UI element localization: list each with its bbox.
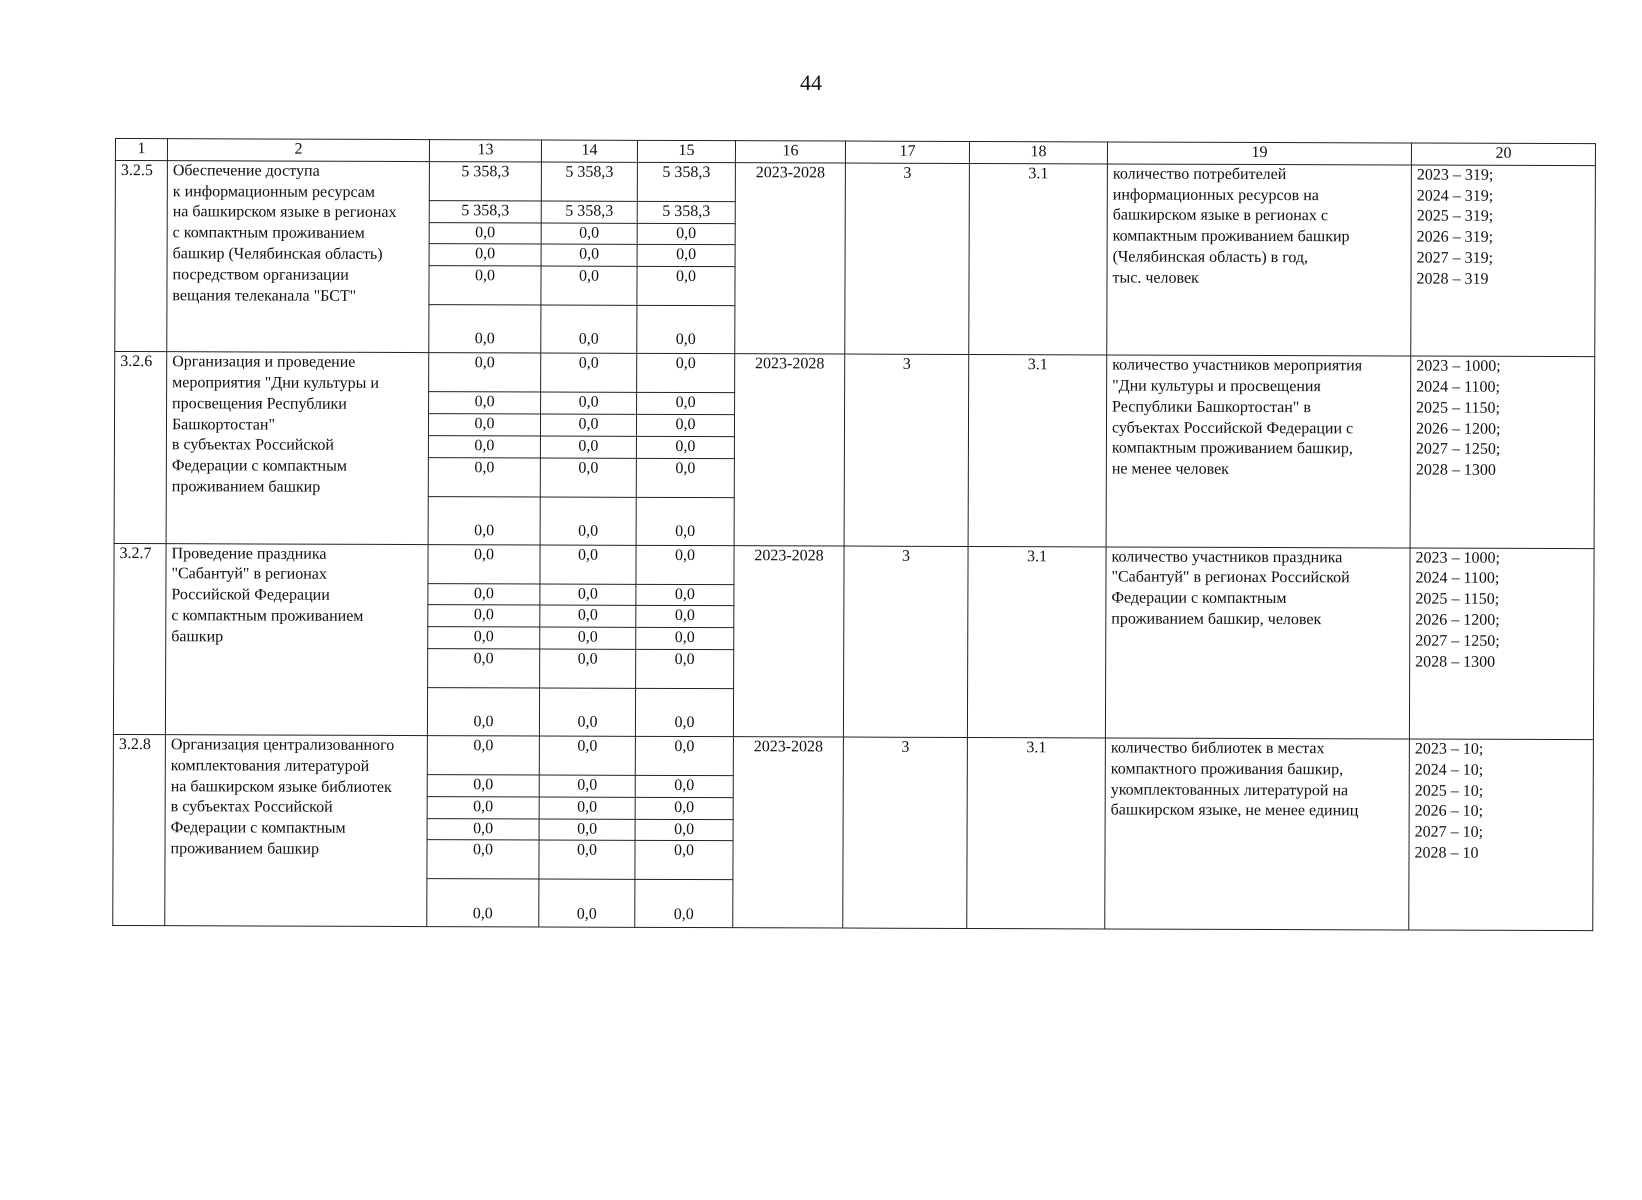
indicator-line: информационных ресурсов на [1112, 186, 1319, 204]
target-line: 2026 – 1200; [1415, 420, 1501, 438]
col17-value: 3 [843, 546, 968, 738]
value-cell: 0,0 [428, 496, 540, 544]
indicator-line: "Сабантуй" в регионах Российской [1111, 568, 1350, 587]
value-cell: 0,0 [539, 797, 635, 819]
value-cell: 0,0 [539, 736, 635, 775]
target-line: 2027 – 319; [1416, 249, 1494, 267]
row-name-line: проживанием башкир [171, 478, 321, 496]
indicator-line: укомплектованных литературой на [1110, 781, 1349, 799]
period: 2023-2028 [734, 354, 845, 546]
value-cell: 0,0 [637, 223, 735, 245]
value-cell: 0,0 [429, 244, 541, 266]
target-line: 2027 – 1250; [1415, 632, 1500, 650]
value-cell: 0,0 [428, 544, 540, 583]
value-cell: 0,0 [636, 497, 734, 545]
value-cell: 0,0 [636, 436, 734, 458]
value-cell: 0,0 [637, 306, 735, 354]
row-name-line: Федерации с компактным [171, 457, 347, 475]
row-name-line: вещания телеканала "БСТ" [172, 286, 357, 305]
period: 2023-2028 [733, 737, 844, 929]
value-cell: 5 358,3 [637, 162, 735, 201]
indicator-line: Республики Башкортостан" в [1112, 398, 1311, 416]
value-cell: 0,0 [637, 354, 735, 393]
row-name-line: Проведение праздника [171, 544, 327, 563]
value-cell: 0,0 [635, 880, 733, 928]
table-row [113, 734, 1593, 778]
row-name-line: Обеспечение доступа [172, 161, 320, 180]
col17-value: 3 [843, 737, 968, 929]
target-values [1409, 548, 1594, 740]
target-line: 2026 – 10; [1414, 802, 1484, 821]
target-line: 2023 – 1000; [1416, 357, 1501, 376]
value-cell: 0,0 [636, 414, 734, 436]
value-cell: 0,0 [540, 436, 636, 458]
header-cell: 14 [541, 140, 637, 162]
indicator-line: "Дни культуры и просвещения [1112, 377, 1321, 396]
value-cell: 0,0 [429, 305, 541, 353]
table-row [114, 543, 1594, 587]
period: 2023-2028 [733, 545, 844, 737]
row-name [165, 543, 428, 735]
col17-value: 3 [844, 354, 969, 546]
row-name-line: в субъектах Российской [171, 436, 335, 455]
row-name-line: башкир (Челябинская область) [172, 245, 383, 263]
row-name-line: Российской Федерации [171, 586, 330, 604]
header-cell: 16 [735, 141, 845, 163]
row-name-line: башкир [171, 627, 224, 646]
row-code: 3.2.8 [113, 734, 166, 926]
value-cell: 0,0 [540, 584, 636, 606]
indicator-line: компактного проживания башкир, [1110, 760, 1344, 779]
indicator-line: башкирском языке, не менее единиц [1110, 801, 1359, 820]
value-cell: 0,0 [427, 736, 539, 775]
col18-value: 3.1 [969, 163, 1108, 355]
target-line: 2023 – 10; [1414, 740, 1484, 758]
value-cell: 0,0 [427, 840, 539, 879]
value-cell: 0,0 [541, 244, 637, 266]
row-name-line: Башкортостан" [171, 415, 276, 434]
row-name-line: с компактным проживанием [171, 607, 364, 625]
value-cell: 0,0 [427, 688, 539, 736]
value-cell: 0,0 [635, 841, 733, 880]
row-name-line: на башкирском языке в регионах [172, 203, 397, 222]
value-cell: 0,0 [539, 879, 635, 927]
value-cell: 0,0 [428, 649, 540, 688]
value-cell: 0,0 [540, 497, 636, 545]
row-name-line: в субъектах Российской [170, 798, 333, 817]
target-line: 2027 – 10; [1414, 823, 1484, 841]
value-cell: 0,0 [427, 775, 539, 797]
value-cell: 0,0 [636, 584, 734, 606]
header-cell: 19 [1107, 142, 1411, 165]
target-line: 2023 – 1000; [1415, 549, 1501, 567]
value-cell: 0,0 [428, 435, 540, 457]
header-cell: 13 [429, 140, 541, 162]
target-line: 2025 – 10; [1414, 782, 1484, 800]
target-values [1409, 739, 1594, 931]
target-line: 2026 – 319; [1416, 228, 1494, 246]
col18-value: 3.1 [967, 737, 1106, 929]
indicator-line: компактным проживанием башкир, [1111, 439, 1353, 458]
value-cell: 0,0 [540, 414, 636, 436]
value-cell: 0,0 [541, 266, 637, 305]
target-line: 2024 – 1100; [1416, 378, 1501, 396]
target-line: 2028 – 10 [1414, 844, 1479, 862]
value-cell: 0,0 [427, 818, 539, 840]
value-cell: 0,0 [540, 545, 636, 584]
indicator [1105, 738, 1410, 930]
header-cell: 1 [115, 139, 167, 161]
value-cell: 0,0 [637, 393, 735, 415]
target-line: 2026 – 1200; [1415, 611, 1500, 629]
value-cell: 0,0 [541, 392, 637, 414]
target-line: 2028 – 1300 [1415, 461, 1496, 479]
value-cell: 0,0 [540, 649, 636, 688]
value-cell: 0,0 [539, 840, 635, 879]
value-cell: 5 358,3 [429, 200, 541, 222]
table-row [115, 352, 1595, 396]
indicator-line: проживанием башкир, человек [1111, 610, 1322, 629]
target-line: 2027 – 1250; [1415, 440, 1501, 459]
value-cell: 0,0 [636, 606, 734, 628]
value-cell: 0,0 [428, 583, 540, 605]
row-code: 3.2.7 [113, 543, 166, 735]
row-code: 3.2.6 [114, 352, 167, 544]
value-cell: 0,0 [541, 305, 637, 353]
target-values [1410, 356, 1595, 548]
header-cell: 20 [1411, 143, 1595, 165]
value-cell: 0,0 [429, 353, 541, 392]
row-name-line: посредством организации [172, 265, 349, 284]
target-line: 2025 – 1150; [1415, 590, 1500, 609]
row-name-line: проживанием башкир [170, 840, 320, 858]
col18-value: 3.1 [967, 546, 1106, 738]
row-code: 3.2.5 [115, 160, 168, 352]
row-name-line: Федерации с компактным [170, 819, 346, 837]
row-name-line: Организация централизованного [170, 736, 395, 754]
target-line: 2025 – 1150; [1416, 399, 1500, 417]
row-name-line: "Сабантуй" в регионах [171, 565, 327, 584]
row-name [165, 735, 428, 927]
value-cell: 0,0 [636, 545, 734, 584]
row-name-line: к информационным ресурсам [172, 182, 376, 201]
value-cell: 0,0 [635, 797, 733, 819]
indicator-line: тыс. человек [1112, 269, 1199, 287]
header-cell: 2 [167, 139, 429, 162]
row-name-line: комплектования литературой [170, 756, 370, 775]
value-cell: 0,0 [428, 627, 540, 649]
value-cell: 0,0 [635, 775, 733, 797]
indicator-line: не менее человек [1111, 460, 1230, 479]
value-cell: 0,0 [540, 627, 636, 649]
value-cell: 0,0 [541, 223, 637, 245]
value-cell: 0,0 [636, 458, 734, 497]
page-number: 44 [800, 70, 822, 95]
indicator-line: (Челябинская область) в год, [1112, 248, 1309, 267]
indicator-line: Федерации с компактным [1111, 589, 1287, 608]
row-name [167, 160, 430, 352]
target-line: 2028 – 1300 [1415, 653, 1496, 671]
value-cell: 0,0 [635, 688, 733, 736]
program-table [112, 138, 1596, 932]
indicator-line: компактным проживанием башкир [1112, 227, 1350, 246]
col18-value: 3.1 [968, 355, 1107, 547]
indicator [1107, 164, 1412, 356]
value-cell: 0,0 [427, 879, 539, 927]
value-cell: 0,0 [539, 688, 635, 736]
target-line: 2023 – 319; [1416, 166, 1494, 184]
header-cell: 18 [969, 141, 1107, 163]
row-name-line: на башкирском языке библиотек [170, 777, 392, 796]
target-line: 2024 – 1100; [1415, 569, 1500, 588]
value-cell: 5 358,3 [637, 201, 735, 223]
indicator-line: количество потребителей [1112, 165, 1287, 183]
value-cell: 0,0 [428, 605, 540, 627]
value-cell: 0,0 [428, 414, 540, 436]
value-cell: 0,0 [637, 267, 735, 306]
value-cell: 0,0 [429, 266, 541, 305]
value-cell: 0,0 [540, 458, 636, 497]
indicator-line: количество участников мероприятия [1112, 356, 1363, 375]
col17-value: 3 [845, 163, 970, 355]
value-cell: 5 358,3 [429, 161, 541, 200]
indicator-line: субъектах Российской Федерации с [1111, 419, 1354, 437]
indicator-line: количество библиотек в местах [1110, 739, 1325, 758]
value-cell: 0,0 [429, 392, 541, 414]
row-name-line: просвещения Республики [172, 394, 347, 413]
value-cell: 0,0 [636, 627, 734, 649]
period: 2023-2028 [735, 162, 846, 354]
indicator-line: количество участников праздника [1111, 548, 1343, 566]
target-values [1411, 165, 1596, 357]
value-cell: 0,0 [539, 819, 635, 841]
row-name-line: с компактным проживанием [172, 224, 365, 243]
value-cell: 0,0 [635, 819, 733, 841]
indicator [1105, 547, 1410, 739]
header-cell: 17 [845, 141, 969, 163]
table-body [113, 139, 1596, 932]
value-cell: 5 358,3 [541, 201, 637, 223]
indicator [1106, 355, 1411, 547]
value-cell: 0,0 [541, 353, 637, 392]
value-cell: 0,0 [427, 796, 539, 818]
target-line: 2025 – 319; [1416, 207, 1494, 226]
indicator-line: башкирском языке в регионах с [1112, 206, 1328, 225]
target-line: 2024 – 10; [1414, 761, 1484, 779]
value-cell: 0,0 [540, 605, 636, 627]
header-cell: 15 [637, 140, 735, 162]
row-name [166, 352, 429, 544]
value-cell: 5 358,3 [541, 162, 637, 201]
row-name-line: мероприятия "Дни культуры и [172, 374, 379, 392]
value-cell: 0,0 [428, 457, 540, 496]
table-row [115, 160, 1595, 204]
value-cell: 0,0 [539, 775, 635, 797]
target-line: 2028 – 319 [1416, 270, 1489, 288]
value-cell: 0,0 [429, 222, 541, 244]
value-cell: 0,0 [635, 736, 733, 775]
row-name-line: Организация и проведение [172, 353, 356, 372]
value-cell: 0,0 [637, 245, 735, 267]
target-line: 2024 – 319; [1416, 187, 1494, 205]
value-cell: 0,0 [636, 649, 734, 688]
